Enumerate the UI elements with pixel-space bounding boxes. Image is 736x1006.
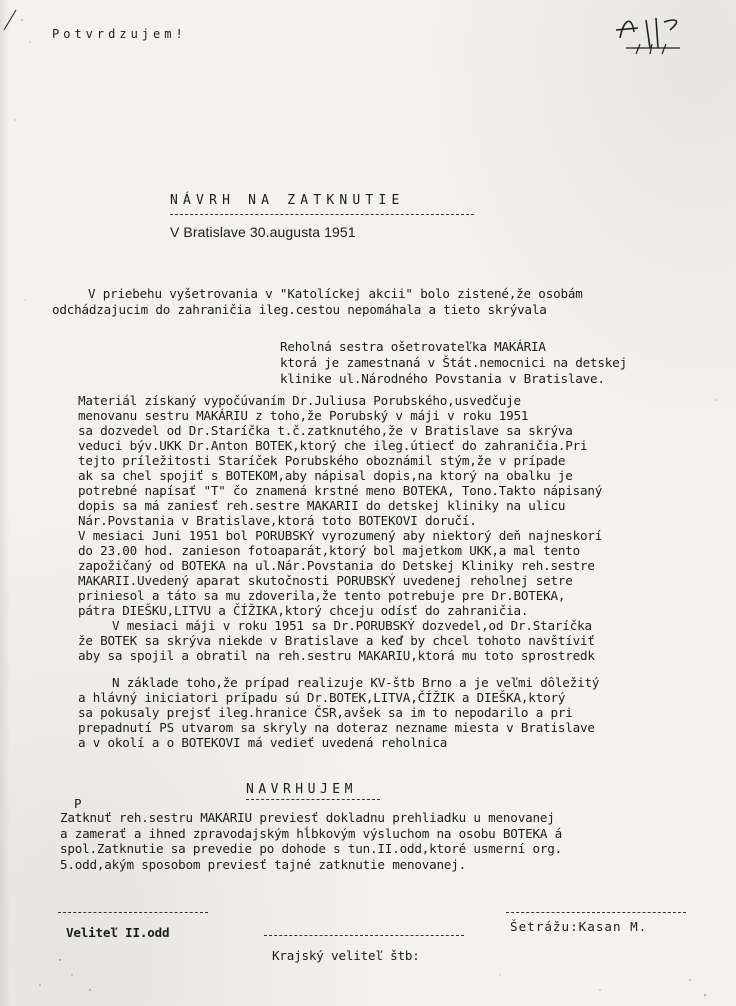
body-line: ak sa chel spojiť s BOTEKOM,aby nápisal dopis,na ktorý na obalku je xyxy=(78,468,573,483)
signature-left: Veliteľ II.odd xyxy=(66,925,170,940)
signature-line-left xyxy=(58,912,208,913)
title-underline xyxy=(170,214,474,215)
body-line: V mesiaci máji v roku 1951 sa Dr.PORUBSKÝ dozvedel,od Dr.Staríčka xyxy=(112,618,592,633)
proposal-marker: P xyxy=(74,796,82,811)
conclusion-line: a v okolí a o BOTEKOVI má vedieť uvedená reholnica xyxy=(78,735,448,750)
body-line: Nár.Povstania v Bratislave,ktorá toto BOTEKOVI doručí. xyxy=(78,513,477,528)
proposal-line: 5.odd,akým sposobom previesť tajné zatknutie menovanej. xyxy=(60,857,467,872)
body-line: aby sa spojil a obratil na reh.sestru MAKARIU,ktorá mu toto sprostredk xyxy=(78,648,595,663)
body-line: zapožičaný od BOTEKA na ul.Nár.Povstania do Detskej Kliniky reh.sestre xyxy=(78,558,595,573)
signature-right: Šetrážu:Kasan M. xyxy=(510,919,648,934)
corner-mark-left xyxy=(4,10,16,30)
handwritten-mark-icon xyxy=(606,8,696,58)
place-date: V Bratislave 30.augusta 1951 xyxy=(170,224,356,240)
proposal-line: spol.Zatknutie sa prevedie po dohode s tun.II.odd,ktoré usmerní org. xyxy=(60,841,562,856)
signature-line-middle xyxy=(264,935,464,936)
intro-line: odchádzajucim do zahraničia ileg.cestou nepomáhala a tieto skrývala xyxy=(52,302,547,317)
signature-line-right xyxy=(506,912,686,913)
body-line: priniesol a táto sa mu zdoverila,že tento potrebuje pre Dr.BOTEKA, xyxy=(78,588,566,603)
subject-line: klinike ul.Národného Povstania v Bratislave. xyxy=(280,371,605,386)
body-line: veduci býv.UKK Dr.Anton BOTEK,ktorý che ileg.útiecť do zahraničia.Pri xyxy=(78,438,588,453)
body-line: pátra DIEŠKU,LITVU a ČÍŽIKA,ktorý chceju odísť do zahraničia. xyxy=(78,603,529,618)
conclusion-line: sa pokusaly prejsť ileg.hranice ČSR,avšek sa im to nepodarilo a pri xyxy=(78,705,573,720)
conclusion-line: N základe toho,že prípad realizuje KV-štb Brno a je veľmi dôležitý xyxy=(112,675,600,690)
body-line: V mesiaci Juni 1951 bol PORUBSKÝ vyrozumený aby niektorý deň najneskorí xyxy=(78,528,603,543)
body-line: menovanu sestru MAKÁRIU z toho,že Porubský v máji v roku 1951 xyxy=(78,408,529,423)
body-line: tejto príležitosti Staríček Porubského oboznámil stým,že v prípade xyxy=(78,453,566,468)
body-line: Materiál získaný vypočúvaním Dr.Juliusa Porubského,usvedčuje xyxy=(78,393,521,408)
body-line: sa dozvedel od Dr.Staríčka t.č.zatknutého,že v Bratislave sa skrýva xyxy=(78,423,573,438)
body-line: potrebné napísať "T" čo znamená krstné meno BOTEKA, Tono.Takto nápisaný xyxy=(78,483,603,498)
proposal-line: Zatknuť reh.sestru MAKARIU previesť dokladnu prehliadku u menovanej xyxy=(60,810,555,825)
proposal-line: a zamerať a ihned zpravodajským hĺbkovým výsluchom na osobu BOTEKA á xyxy=(60,826,562,841)
document-title: NÁVRH NA ZATKNUTIE xyxy=(170,193,405,208)
confirm-label: Potvrdzujem! xyxy=(52,27,187,41)
body-line: dopis sa má zaniesť reh.sestre MAKARII do detskej kliniky na ulicu xyxy=(78,498,566,513)
body-line: MAKARII.Uvedený aparat skutočnosti PORUBSKÝ uvedenej reholnej setre xyxy=(78,573,573,588)
proposal-heading: NAVRHUJEM xyxy=(246,782,357,797)
proposal-underline xyxy=(246,799,380,800)
signature-middle: Krajský veliteľ štb: xyxy=(272,948,420,963)
intro-line: V priebehu vyšetrovania v "Katolíckej akcii" bolo zistené,že osobám xyxy=(88,286,583,301)
conclusion-line: prepadnutí PS utvarom sa skryly na doteraz nezname miesta v Bratislave xyxy=(78,720,595,735)
body-line: že BOTEK sa skrýva niekde v Bratislave a keď by chcel tohoto navštíviť xyxy=(78,633,595,648)
body-line: do 23.00 hod. zanieson fotoaparát,ktorý bol majetkom UKK,a mal tento xyxy=(78,543,580,558)
subject-line: ktorá je zamestnaná v Štát.nemocnici na detskej xyxy=(280,355,627,370)
conclusion-line: a hlávný iniciatori prípadu sú Dr.BOTEK,LITVA,ČÍŽIK a DIEŠKA,ktorý xyxy=(78,690,566,705)
subject-line: Reholná sestra ošetrovateľka MAKÁRIA xyxy=(280,339,546,354)
